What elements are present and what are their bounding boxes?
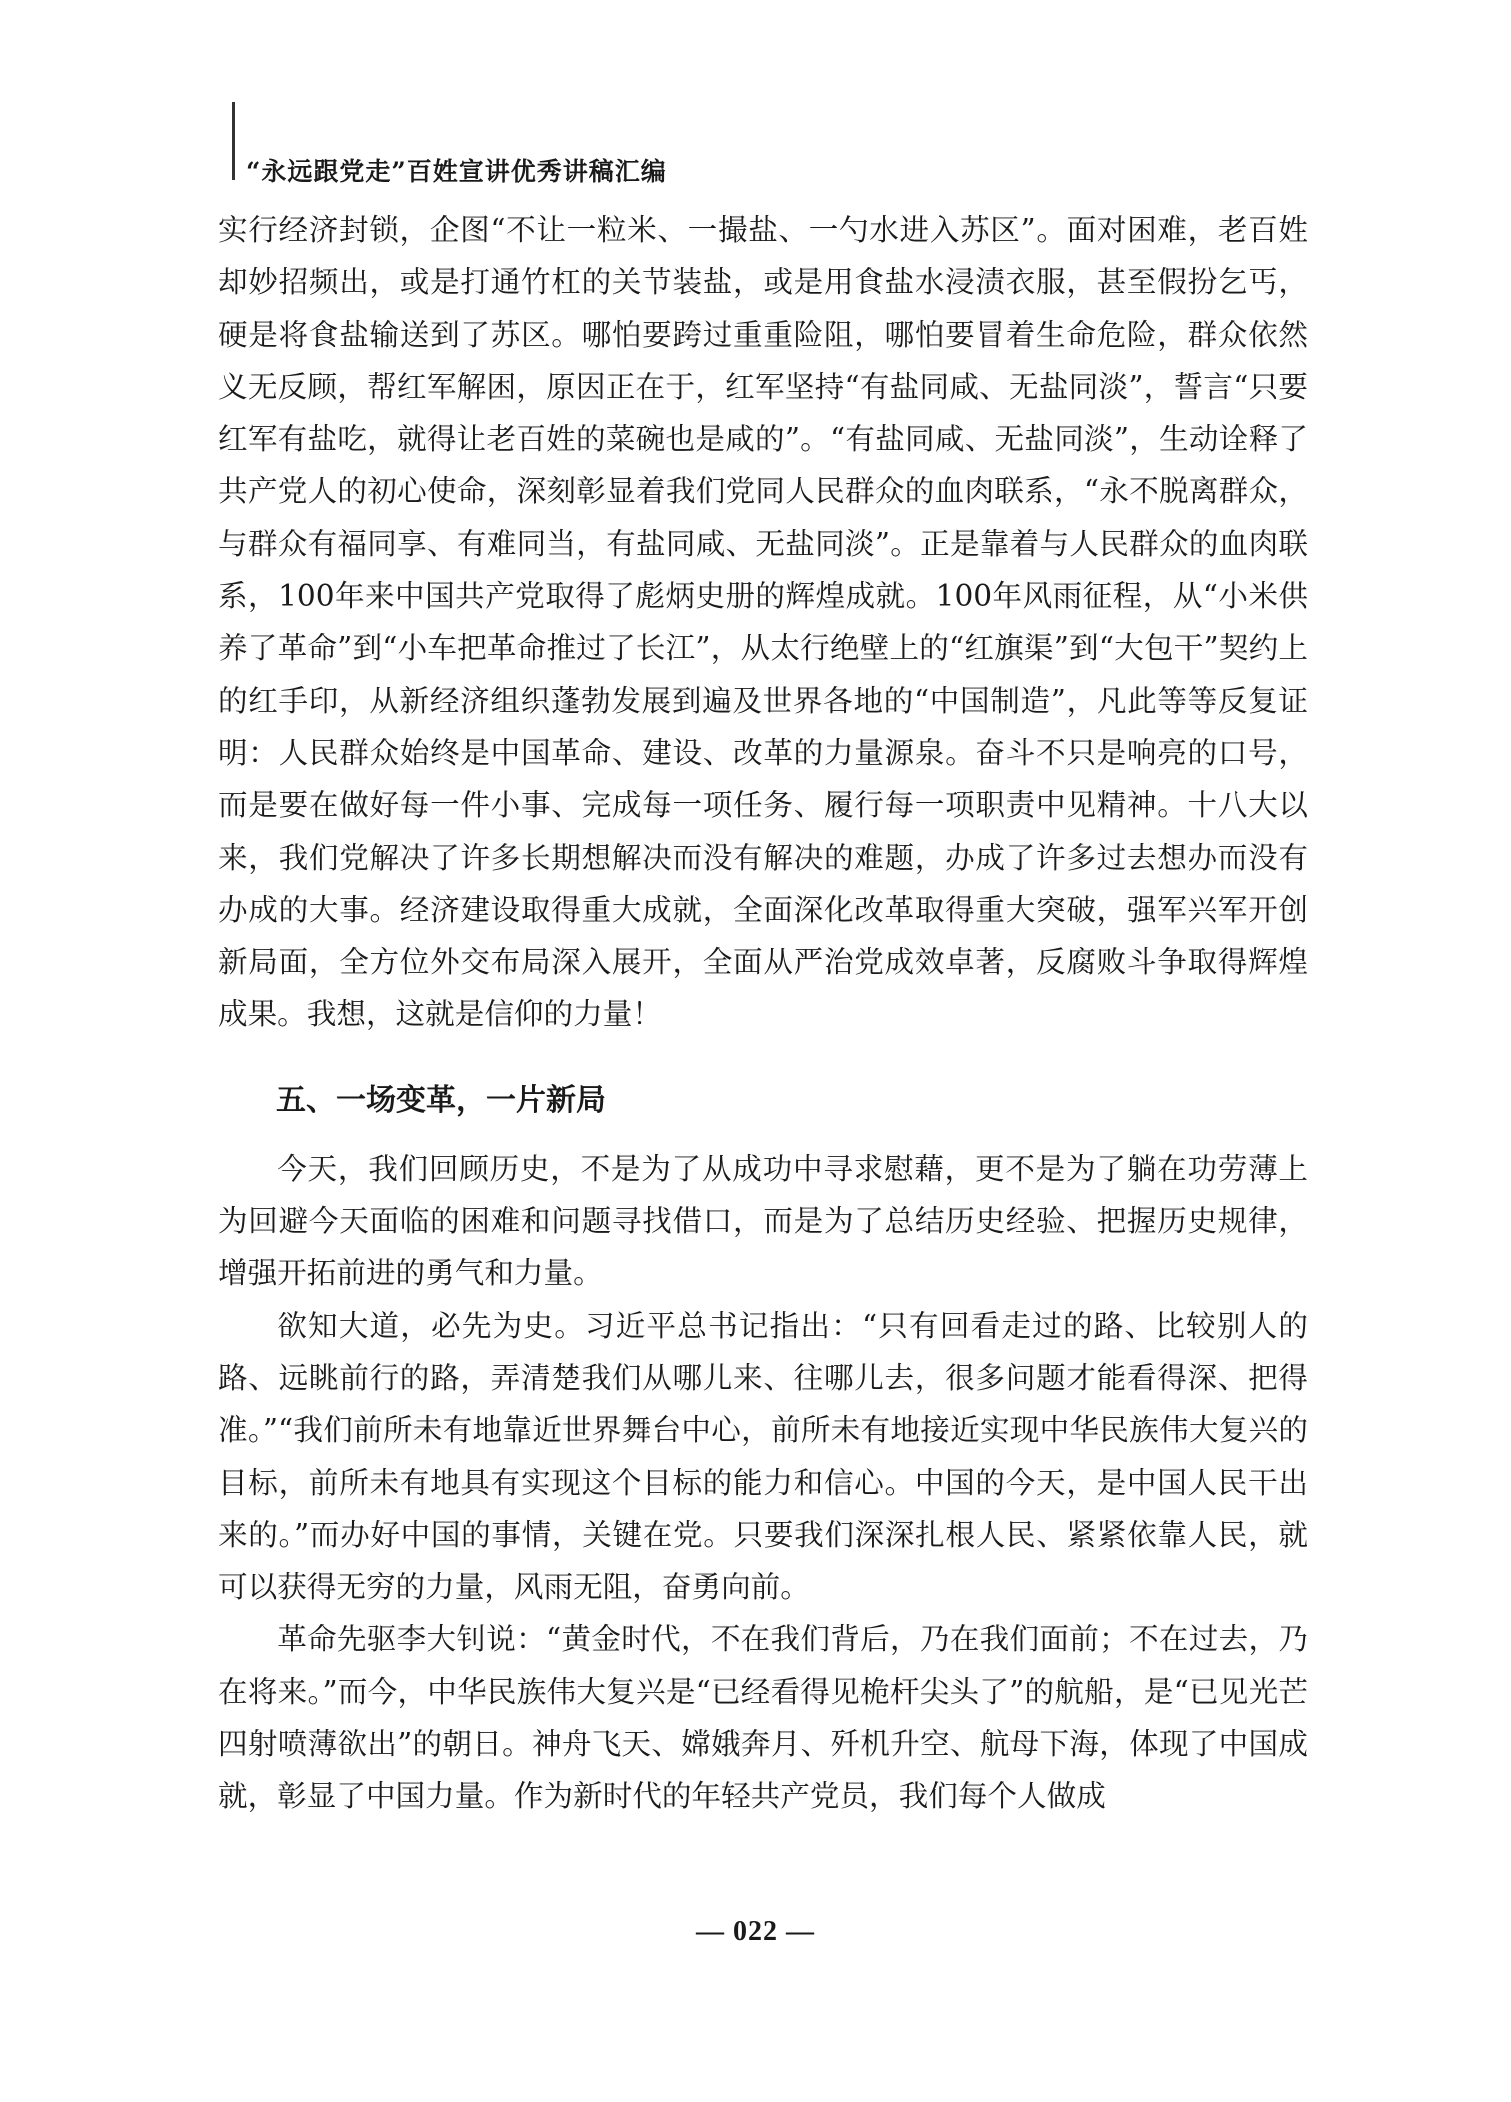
- paragraph: 革命先驱李大钊说：“黄金时代，不在我们背后，乃在我们面前；不在过去，乃在将来。”而今，中华民族伟大复兴是“已经看得见桅杆尖头了”的航船，是“已见光芒四射喷薄欲出”的朝日。神舟飞天、嫦娥奔月、歼机升空、航母下海，体现了中国成就，彰显了中国力量。作为新时代的年轻共产党员，我们每个人做成: [218, 1622, 1308, 1814]
- paragraph-continuation: 实行经济封锁，企图“不让一粒米、一撮盐、一勺水进入苏区”。面对困难，老百姓却妙招频出，或是打通竹杠的关节装盐，或是用食盐水浸渍衣服，甚至假扮乞丐，硬是将食盐输送到了苏区。哪怕要跨过重重险阻，哪怕要冒着生命危险，群众依然义无反顾，帮红军解困，原因正在于，红军坚持“有盐同咸、无盐同淡”，誓言“只要红军有盐吃，就得让老百姓的菜碗也是咸的”。“有盐同咸、无盐同淡”，生动诠释了共产党人的初心使命，深刻彰显着我们党同人民群众的血肉联系，“永不脱离群众，与群众有福同享、有难同当，有盐同咸、无盐同淡”。正是靠着与人民群众的血肉联系，100年来中国共产党取得了彪炳史册的辉煌成就。100年风雨征程，从“小米供养了革命”到“小车把革命推过了长江”，从太行绝壁上的“红旗渠”到“大包干”契约上的红手印，从新经济组织蓬勃发展到遍及世界各地的“中国制造”，凡此等等反复证明：人民群众始终是中国革命、建设、改革的力量源泉。奋斗不只是响亮的口号，而是要在做好每一件小事、完成每一项任务、履行每一项职责中见精神。十八大以来，我们党解决了许多长期想解决而没有解决的难题，办成了许多过去想办而没有办成的大事。经济建设取得重大成就，全面深化改革取得重大突破，强军兴军开创新局面，全方位外交布局深入展开，全面从严治党成效卓著，反腐败斗争取得辉煌成果。我想，这就是信仰的力量！: [218, 213, 1308, 1032]
- header-divider: [232, 102, 235, 180]
- paragraph: 今天，我们回顾历史，不是为了从成功中寻求慰藉，更不是为了躺在功劳薄上为回避今天面临的困难和问题寻找借口，而是为了总结历史经验、把握历史规律，增强开拓前进的勇气和力量。: [218, 1151, 1308, 1291]
- page-body: [218, 204, 1308, 1823]
- section-heading: 五、一场变革，一片新局: [276, 1082, 606, 1118]
- page-number: — 022 —: [696, 1916, 815, 1947]
- running-header-title: “永远跟党走”百姓宣讲优秀讲稿汇编: [246, 157, 667, 186]
- paragraph: 欲知大道，必先为史。习近平总书记指出：“只有回看走过的路、比较别人的路、远眺前行的路，弄清楚我们从哪儿来、往哪儿去，很多问题才能看得深、把得准。”“我们前所未有地靠近世界舞台中心，前所未有地接近实现中华民族伟大复兴的目标，前所未有地具有实现这个目标的能力和信心。中国的今天，是中国人民干出来的。”而办好中国的事情，关键在党。只要我们深深扎根人民、紧紧依靠人民，就可以获得无穷的力量，风雨无阻，奋勇向前。: [218, 1308, 1308, 1605]
